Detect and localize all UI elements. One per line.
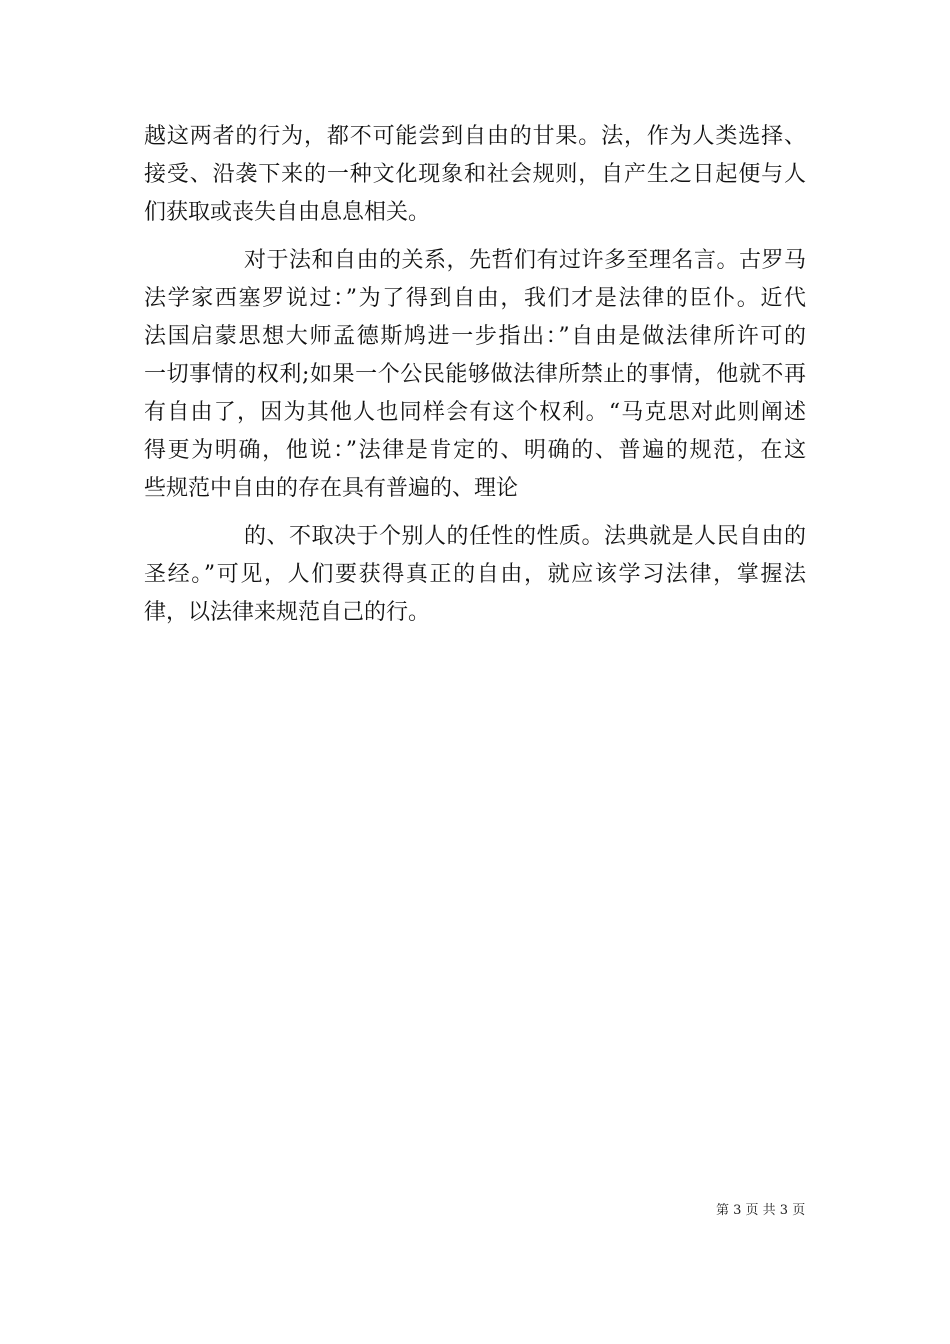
text-line: 法国启蒙思想大师孟德斯鸠进一步指出：”自由是做法律所许可的 (144, 324, 806, 349)
text-line: 有自由了，因为其他人也同样会有这个权利。“马克思对此则阐述 (144, 400, 806, 425)
text-line: 越这两者的行为，都不可能尝到自由的甘果。法，作为人类选择、 (144, 124, 806, 149)
text-line: 法学家西塞罗说过：”为了得到自由，我们才是法律的臣仆。近代 (144, 286, 806, 311)
text-line: 们获取或丧失自由息息相关。 (144, 200, 431, 225)
page-number: 第 3 页 共 3 页 (716, 1203, 806, 1218)
text-line: 些规范中自由的存在具有普遍的、理论 (144, 476, 519, 501)
text-line: 律，以法律来规范自己的行。 (144, 600, 431, 625)
paragraph-first-line: 对于法和自由的关系，先哲们有过许多至理名言。古罗马 (244, 248, 806, 273)
text-line: 接受、沿袭下来的一种文化现象和社会规则，自产生之日起便与人 (144, 162, 806, 187)
text-line: 得更为明确，他说：”法律是肯定的、明确的、普遍的规范，在这 (144, 438, 806, 463)
text-line: 一切事情的权利;如果一个公民能够做法律所禁止的事情，他就不再 (144, 362, 806, 387)
text-line: 圣经。”可见，人们要获得真正的自由，就应该学习法律，掌握法 (144, 562, 806, 587)
paragraph-first-line: 的、不取决于个别人的任性的性质。法典就是人民自由的 (244, 524, 806, 549)
document-body (144, 118, 806, 632)
